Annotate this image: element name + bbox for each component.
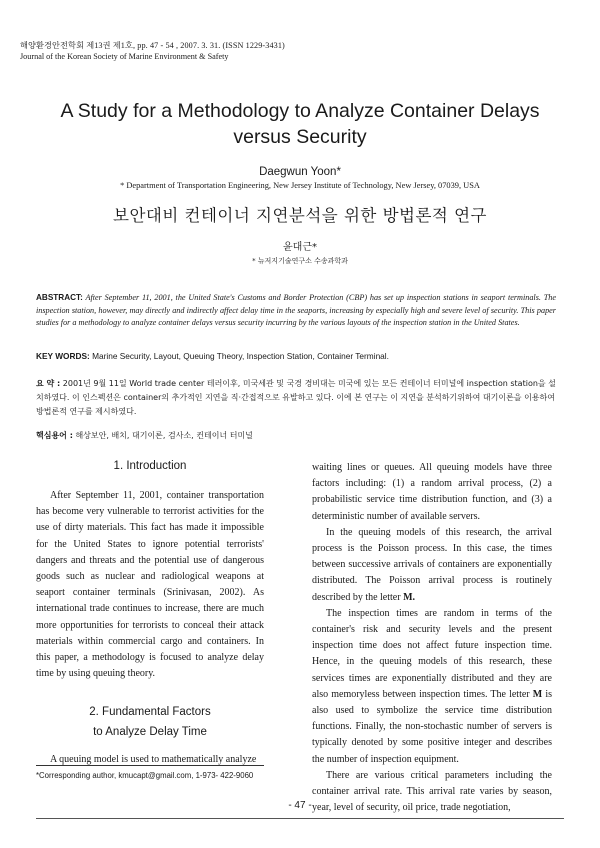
korean-abstract xyxy=(36,377,556,419)
letter-m-arrival: M. xyxy=(403,591,416,603)
right-paragraph-2 xyxy=(312,525,552,606)
paper-title-line1: A Study for a Methodology to Analyze Container Delays xyxy=(60,100,540,122)
letter-m-service: M xyxy=(532,688,543,700)
abstract xyxy=(36,292,556,330)
korean-abstract-label: 요 약 : xyxy=(36,379,61,388)
section-2-title-line2: to Analyze Delay Time xyxy=(93,726,207,739)
abstract-text: After September 11, 2001, the United State's Customs and Border Protection (CBP) has set up inspection stations in seaport terminals. The inspection station, however, may directly and indirectly affect delay time in the seaports, increasing by especially high and severe level of security. This paper studies for a methodology to analyze container delays versus security incurring by the various layouts of the inspection station in the United States. xyxy=(36,293,556,328)
section-1-body xyxy=(36,488,264,682)
right-paragraph-3 xyxy=(312,606,552,768)
left-column xyxy=(36,460,264,769)
footnote: *Corresponding author, kmucapt@gmail.com, 1-973- 422-9060 xyxy=(36,771,254,780)
section-2-title xyxy=(36,702,264,742)
keywords-text: Marine Security, Layout, Queuing Theory, Inspection Station, Container Terminal. xyxy=(92,351,389,361)
right-paragraph-1: waiting lines or queues. All queuing models have three factors including: (1) a random arrival process, (2) a probabilistic service time distribution function, and (3) a deterministic number of available servers. xyxy=(312,462,552,522)
section-1-paragraph: After September 11, 2001, container transportation has become very vulnerable to terrorist activities for the use of dirty materials. This fact has made it impossible for the United States to ignore potential terrorists' dangers and threats and the potential use of dangerous goods such as nuclear and radiological weapons at seaport container terminals (Srinivasan, 2002). As international trade continues to increase, there are much more opportunities for terrorists to conceal their attack materials within commercial cargo and containers. In this paper, a methodology is focused to analyze delay time by using queuing theory. xyxy=(36,490,264,680)
journal-header-en: Journal of the Korean Society of Marine Environment & Safety xyxy=(20,52,229,61)
journal-header-ko: 해양환경안전학회 제13권 제1호, pp. 47 - 54 , 2007. 3. 31. (ISSN 1229-3431) xyxy=(20,41,285,50)
footnote-divider xyxy=(36,765,264,766)
paper-title-line2: versus Security xyxy=(233,126,367,148)
author-affiliation: * Department of Transportation Engineering, New Jersey Institute of Technology, New Jersey, 07039, USA xyxy=(120,181,480,190)
right-paragraph-3-rest: is also used to symbolize the service time distribution functions. Finally, the non-stochastic number of servers is typically denoted by some positive integer and describes the number of inspection equipment. xyxy=(312,688,552,765)
korean-author: 윤대근* xyxy=(283,242,317,253)
korean-affiliation: * 뉴저지기술연구소 수송과학과 xyxy=(252,257,348,265)
keywords xyxy=(36,351,566,361)
page-number: - 47 - xyxy=(288,800,312,811)
right-paragraph-2-text: In the queuing models of this research, the arrival process is the Poisson process. In this case, the times between successive arrivals of containers are exponentially distributed. The Poisson arrival process is routinely described by the letter xyxy=(312,526,552,603)
right-paragraph-4: There are various critical parameters including the container arrival rate. This arrival rate varies by season, year, level of security, oil price, trade negotiation, xyxy=(312,769,552,814)
korean-title: 보안대비 컨테이너 지연분석을 위한 방법론적 연구 xyxy=(113,206,487,225)
korean-keywords-text: 해상보안, 배치, 대기이론, 검사소, 컨테이너 터미널 xyxy=(75,431,253,440)
korean-abstract-text: 2001년 9월 11일 World trade center 테러이후, 미국세관 및 국경 경비대는 미국에 있는 모든 컨테이너 터미널에 inspection station을 설치하였다. 이 인스펙션은 container의 추가적인 지연을 직·간접적으로 유발하고 있다. 이에 본 연구는 이 지연을 분석하기위하여 대기이론을 이용하여 방법론적 연구를 제시하였다. xyxy=(36,379,556,416)
right-column xyxy=(312,460,552,816)
section-2-body xyxy=(36,752,264,768)
section-1-title: 1. Introduction xyxy=(113,460,187,472)
right-paragraph-3-text: The inspection times are random in terms of the container's risk and security levels and the present inspection time does not affect future inspection time. Hence, in the queuing models of this research, these services times are exponentially distributed and they are also memoryless between inspection times. The letter xyxy=(312,607,552,700)
abstract-label: ABSTRACT: xyxy=(36,293,83,302)
korean-keywords xyxy=(36,430,556,441)
right-column-body xyxy=(312,460,552,816)
keywords-label: KEY WORDS: xyxy=(36,351,90,361)
page-bottom-rule xyxy=(36,818,564,819)
section-2-title-line1: 2. Fundamental Factors xyxy=(89,706,211,719)
korean-keywords-label: 핵심용어 : xyxy=(36,431,73,440)
author-name: Daegwun Yoon* xyxy=(259,166,341,178)
section-2-paragraph: A queuing model is used to mathematically analyze xyxy=(50,754,257,766)
paper-title xyxy=(40,98,560,150)
